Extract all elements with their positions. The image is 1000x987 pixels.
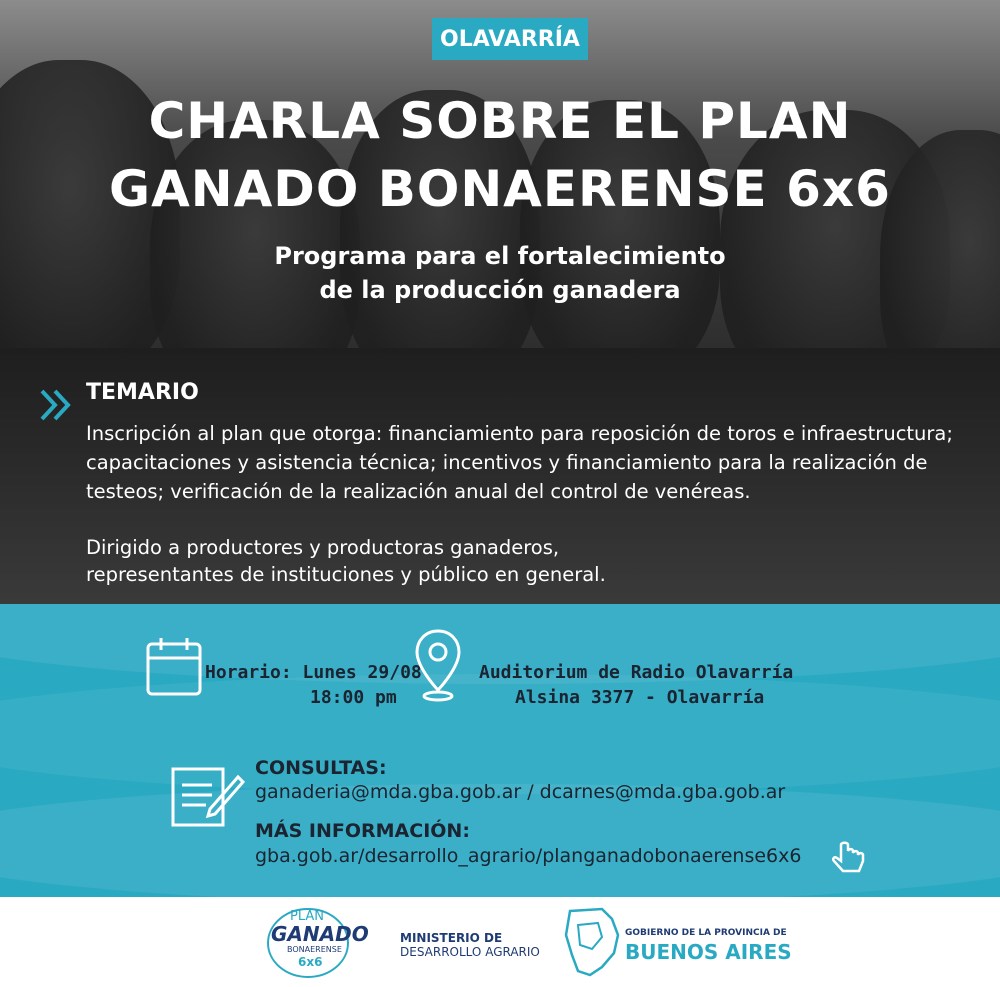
place-line-2: Alsina 3377 - Olavarría <box>515 687 765 708</box>
buenos-aires-map-icon <box>562 905 622 985</box>
hand-pointer-icon <box>831 841 867 879</box>
subtitle-line-1: Programa para el fortalecimiento <box>274 242 726 270</box>
temario-line: capacitaciones y asistencia técnica; incentivos y financiamiento para la realización de <box>86 451 928 474</box>
mas-info-label: MÁS INFORMACIÓN: <box>255 820 470 842</box>
temario-line: testeos; verificación de la realización anual del control de venéreas. <box>86 480 751 503</box>
audience-line: Dirigido a productores y productoras ganaderos, <box>86 536 560 559</box>
subtitle-line-2: de la producción ganadera <box>319 276 681 304</box>
consultas-label: CONSULTAS: <box>255 757 387 779</box>
schedule-line-2: 18:00 pm <box>310 687 397 708</box>
temario-line: Inscripción al plan que otorga: financiamiento para reposición de toros e infraestructura; <box>86 422 953 445</box>
calendar-icon <box>145 636 203 702</box>
plan-logo-main: GANADO <box>271 922 369 946</box>
plan-logo-top: PLAN <box>290 909 324 924</box>
plan-logo-num: 6x6 <box>298 955 323 969</box>
map-pin-icon <box>413 628 463 708</box>
place-line-1: Auditorium de Radio Olavarría <box>479 662 794 683</box>
consultas-emails[interactable]: ganaderia@mda.gba.gob.ar / dcarnes@mda.gba.gob.ar <box>255 781 786 803</box>
schedule-line-1: Horario: Lunes 29/08 <box>205 662 422 683</box>
document-pen-icon <box>170 765 246 833</box>
title-line-1: CHARLA SOBRE EL PLAN <box>148 92 852 150</box>
plan-logo-small: BONAERENSE <box>287 945 342 954</box>
ministerio-line-2: DESARROLLO AGRARIO <box>400 945 540 959</box>
gobierno-line-1: GOBIERNO DE LA PROVINCIA DE <box>625 928 787 938</box>
ministerio-line-1: MINISTERIO DE <box>400 931 503 945</box>
mas-info-link[interactable]: gba.gob.ar/desarrollo_agrario/planganadobonaerense6x6 <box>255 845 802 867</box>
location-tag: OLAVARRÍA <box>432 18 588 60</box>
gobierno-line-2: BUENOS AIRES <box>625 940 792 964</box>
cattle-silhouette <box>150 120 360 348</box>
title-line-2: GANADO BONAERENSE 6x6 <box>109 160 891 218</box>
chevron-double-right-icon <box>38 388 74 429</box>
temario-heading: TEMARIO <box>86 380 199 405</box>
audience-line: representantes de instituciones y público en general. <box>86 563 606 586</box>
